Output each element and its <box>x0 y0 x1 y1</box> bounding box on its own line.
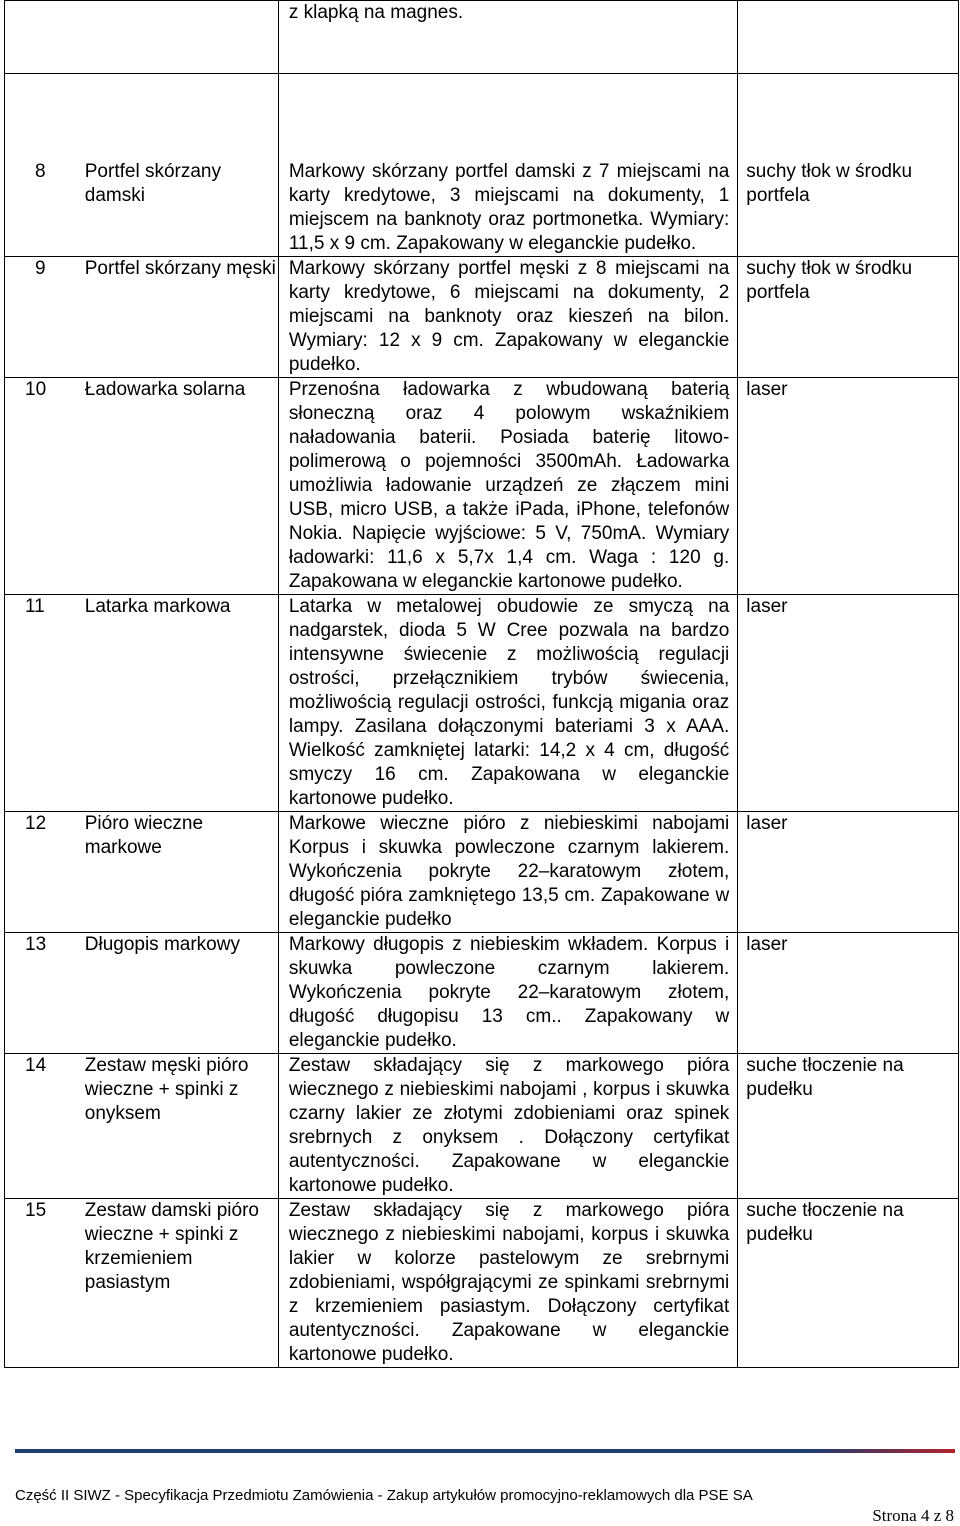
product-name: Pióro wieczne markowe <box>85 812 279 933</box>
table-row <box>5 1054 959 1199</box>
marking-cell: laser <box>738 595 959 812</box>
product-name: Zestaw męski pióro wieczne + spinki z onyksem <box>85 1054 279 1199</box>
footer-text: Część II SIWZ - Specyfikacja Przedmiotu Zamówienia - Zakup artykułów promocyjno-reklamowych dla PSE SA <box>15 1487 753 1504</box>
description-cell: Markowy skórzany portfel damski z 7 miejscami na karty kredytowe, 3 miejscami na dokumenty, 1 miejscem na banknoty oraz portmonetka. Wymiary: 11,5 x 9 cm. Zapakowany w eleganckie pudełko. <box>278 74 737 257</box>
marking-cell: suche tłoczenie na pudełku <box>738 1199 959 1368</box>
table-row <box>5 595 959 812</box>
marking-cell: laser <box>738 812 959 933</box>
marking-cell: suchy tłok w środku portfela <box>738 257 959 378</box>
footer-divider <box>15 1449 955 1453</box>
description-cell: Markowy długopis z niebieskim wkładem. Korpus i skuwka powleczone czarnym lakierem. Wykończenia pokryte 22–karatowym złotem, długość długopisu 13 cm.. Zapakowany w eleganckie pudełko. <box>278 933 737 1054</box>
marking-cell: laser <box>738 378 959 595</box>
product-name: Latarka markowa <box>85 595 279 812</box>
row-number: 15 <box>5 1199 85 1368</box>
row-number: 8 <box>5 74 85 257</box>
product-name: Długopis markowy <box>85 933 279 1054</box>
description-cell: Markowy skórzany portfel męski z 8 miejscami na karty kredytowe, 6 miejscami na dokumenty, 2 miejscami na banknoty oraz kieszeń na bilon. Wymiary: 12 x 9 cm. Zapakowany w eleganckie pudełko. <box>278 257 737 378</box>
description-cell: Przenośna ładowarka z wbudowaną baterią słoneczną oraz 4 polowym wskaźnikiem naładowania baterii. Posiada baterię litowo-polimerową o pojemności 3500mAh. Ładowarka umożliwia ładowanie urządzeń ze złączem mini USB, micro USB, a także iPada, iPhone, telefonów Nokia. Napięcie wyjściowe: 5 V, 750mA. Wymiary ładowarki: 11,6 x 5,7x 1,4 cm. Waga : 120 g. Zapakowana w eleganckie kartonowe pudełko. <box>278 378 737 595</box>
row-number: 14 <box>5 1054 85 1199</box>
table-row <box>5 933 959 1054</box>
description-cell: Latarka w metalowej obudowie ze smyczą na nadgarstek, dioda 5 W Cree pozwala na bardzo intensywne świecenie z możliwością regulacji ostrości, przełącznikiem trybów świecenia, możliwością regulacji ostrości, funkcją migania oraz lampy. Zasilana dołączonymi bateriami 3 x AAA. Wielkość zamkniętej latarki: 14,2 x 4 cm, długość smyczy 16 cm. Zapakowana w eleganckie kartonowe pudełko. <box>278 595 737 812</box>
table-row <box>5 257 959 378</box>
page-number: Strona 4 z 8 <box>872 1506 954 1525</box>
marking-cell: laser <box>738 933 959 1054</box>
product-name: Portfel skórzany męski <box>85 257 279 378</box>
row-number: 13 <box>5 933 85 1054</box>
row-number: 9 <box>5 257 85 378</box>
marking-cell: suche tłoczenie na pudełku <box>738 1054 959 1199</box>
product-name: Ładowarka solarna <box>85 378 279 595</box>
product-name: Portfel skórzany damski <box>85 74 279 257</box>
spec-table <box>4 0 959 1368</box>
table-row <box>5 378 959 595</box>
description-cell: Markowe wieczne pióro z niebieskimi nabojami Korpus i skuwka powleczone czarnym lakierem. Wykończenia pokryte 22–karatowym złotem, długość pióra zamkniętego 13,5 cm. Zapakowane w eleganckie pudełko <box>278 812 737 933</box>
row-number: 11 <box>5 595 85 812</box>
row-number: 10 <box>5 378 85 595</box>
empty-cell <box>5 1 279 74</box>
table-row <box>5 1199 959 1368</box>
marking-cell: suchy tłok w środku portfela <box>738 74 959 257</box>
marking-cell <box>738 1 959 74</box>
product-name: Zestaw damski pióro wieczne + spinki z krzemieniem pasiastym <box>85 1199 279 1368</box>
row-number: 12 <box>5 812 85 933</box>
description-cell: z klapką na magnes. <box>278 1 737 74</box>
table-row <box>5 74 959 257</box>
description-cell: Zestaw składający się z markowego pióra wiecznego z niebieskimi nabojami , korpus i skuwka czarny lakier ze złotymi zdobieniami oraz spinek srebrnych z onyksem . Dołączony certyfikat autentyczności. Zapakowane w eleganckie kartonowe pudełko. <box>278 1054 737 1199</box>
table-row <box>5 812 959 933</box>
table-row <box>5 1 959 74</box>
description-cell: Zestaw składający się z markowego pióra wiecznego z niebieskimi nabojami, korpus i skuwka lakier w kolorze pastelowym ze srebrnymi zdobieniami, współgrającymi ze spinkami srebrnymi z krzemieniem pasiastym. Dołączony certyfikat autentyczności. Zapakowane w eleganckie kartonowe pudełko. <box>278 1199 737 1368</box>
